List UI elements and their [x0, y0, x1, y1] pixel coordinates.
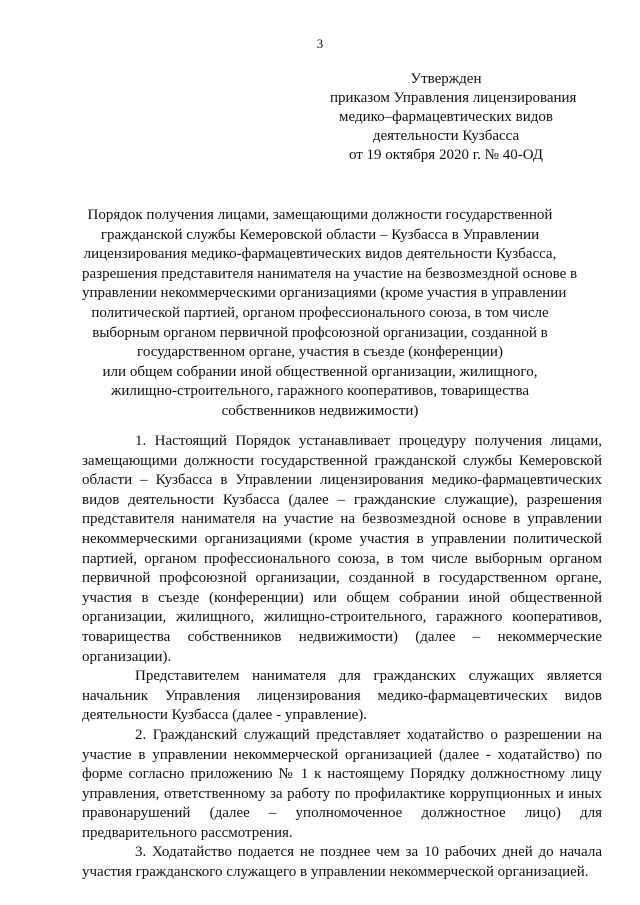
title-line: гражданской службы Кемеровской области – Кузбасса в Управлении	[100, 226, 540, 243]
title-line: собственников недвижимости)	[221, 402, 419, 419]
approval-line: Утвержден	[410, 71, 482, 87]
paragraph-1: 1. Настоящий Порядок устанавливает процедуру получения лицами, замещающими должности государственной гражданской службы Кемеровской области – Кузбасса в Управлении лицензирования медико-фармацевтических видов деятельности Кузбасса (далее – гражданские служащие), разрешения представителя нанимателя на участие на безвозмездной основе в управлении некоммерческими организациями (кроме участия в управлении политической партией, органом профессионального союза, в том числе выборным органом первичной профсоюзной организации, созданной в государственном органе, участия в съезде (конференции) или общем собрании иной общественной организации, жилищного, жилищно-строительного, гаражного кооперативов, товарищества собственников недвижимости) (далее – некоммерческие организации).	[82, 433, 602, 665]
title-line: жилищно-строительного, гаражного кооперативов, товарищества	[110, 383, 530, 400]
title-line: политической партией, органом профессионального союза, в том числе	[91, 304, 549, 321]
title-line: или общем собрании иной общественной организации, жилищного,	[102, 363, 538, 380]
approval-line: приказом Управления лицензирования	[330, 90, 577, 106]
title-line: управлении некоммерческими организациями (кроме участия в управлении	[82, 285, 567, 302]
approval-line: от 19 октября 2020 г. № 40-ОД	[348, 147, 544, 163]
paragraph-2: 2. Гражданский служащий представляет ходатайство о разрешении на участие в управлении некоммерческой организацией (далее - ходатайство) по форме согласно приложению № 1 к настоящему Порядку должностному лицу управления, ответственному за работу по профилактике коррупционных и иных правонарушений (далее – уполномоченное должностное лицо) для предварительного рассмотрения.	[82, 726, 602, 841]
approval-line: медико–фармацевтических видов	[339, 109, 553, 125]
title-line: государственном органе, участия в съезде (конференции)	[137, 344, 503, 361]
title-line: разрешения представителя нанимателя на участие на безвозмездной основе в	[82, 265, 578, 282]
page-number: 3	[316, 36, 324, 51]
title-line: Порядок получения лицами, замещающими должности государственной	[87, 207, 553, 223]
document-title	[82, 206, 578, 422]
approval-block	[330, 70, 577, 165]
paragraph-3: 3. Ходатайство подается не позднее чем за 10 рабочих дней до начала участия гражданского служащего в управлении некоммерческой организацией.	[82, 844, 602, 881]
title-line: лицензирования медико-фармацевтических видов деятельности Кузбасса,	[83, 246, 557, 263]
title-line: выборным органом первичной профсоюзной организации, созданной в	[92, 324, 548, 341]
approval-line: деятельности Кузбасса	[372, 128, 520, 144]
document-body	[82, 432, 602, 883]
paragraph-employer: Представителем нанимателя для гражданских служащих является начальник Управления лицензирования медико-фармацевтических видов деятельности Кузбасса (далее - управление).	[82, 668, 602, 724]
